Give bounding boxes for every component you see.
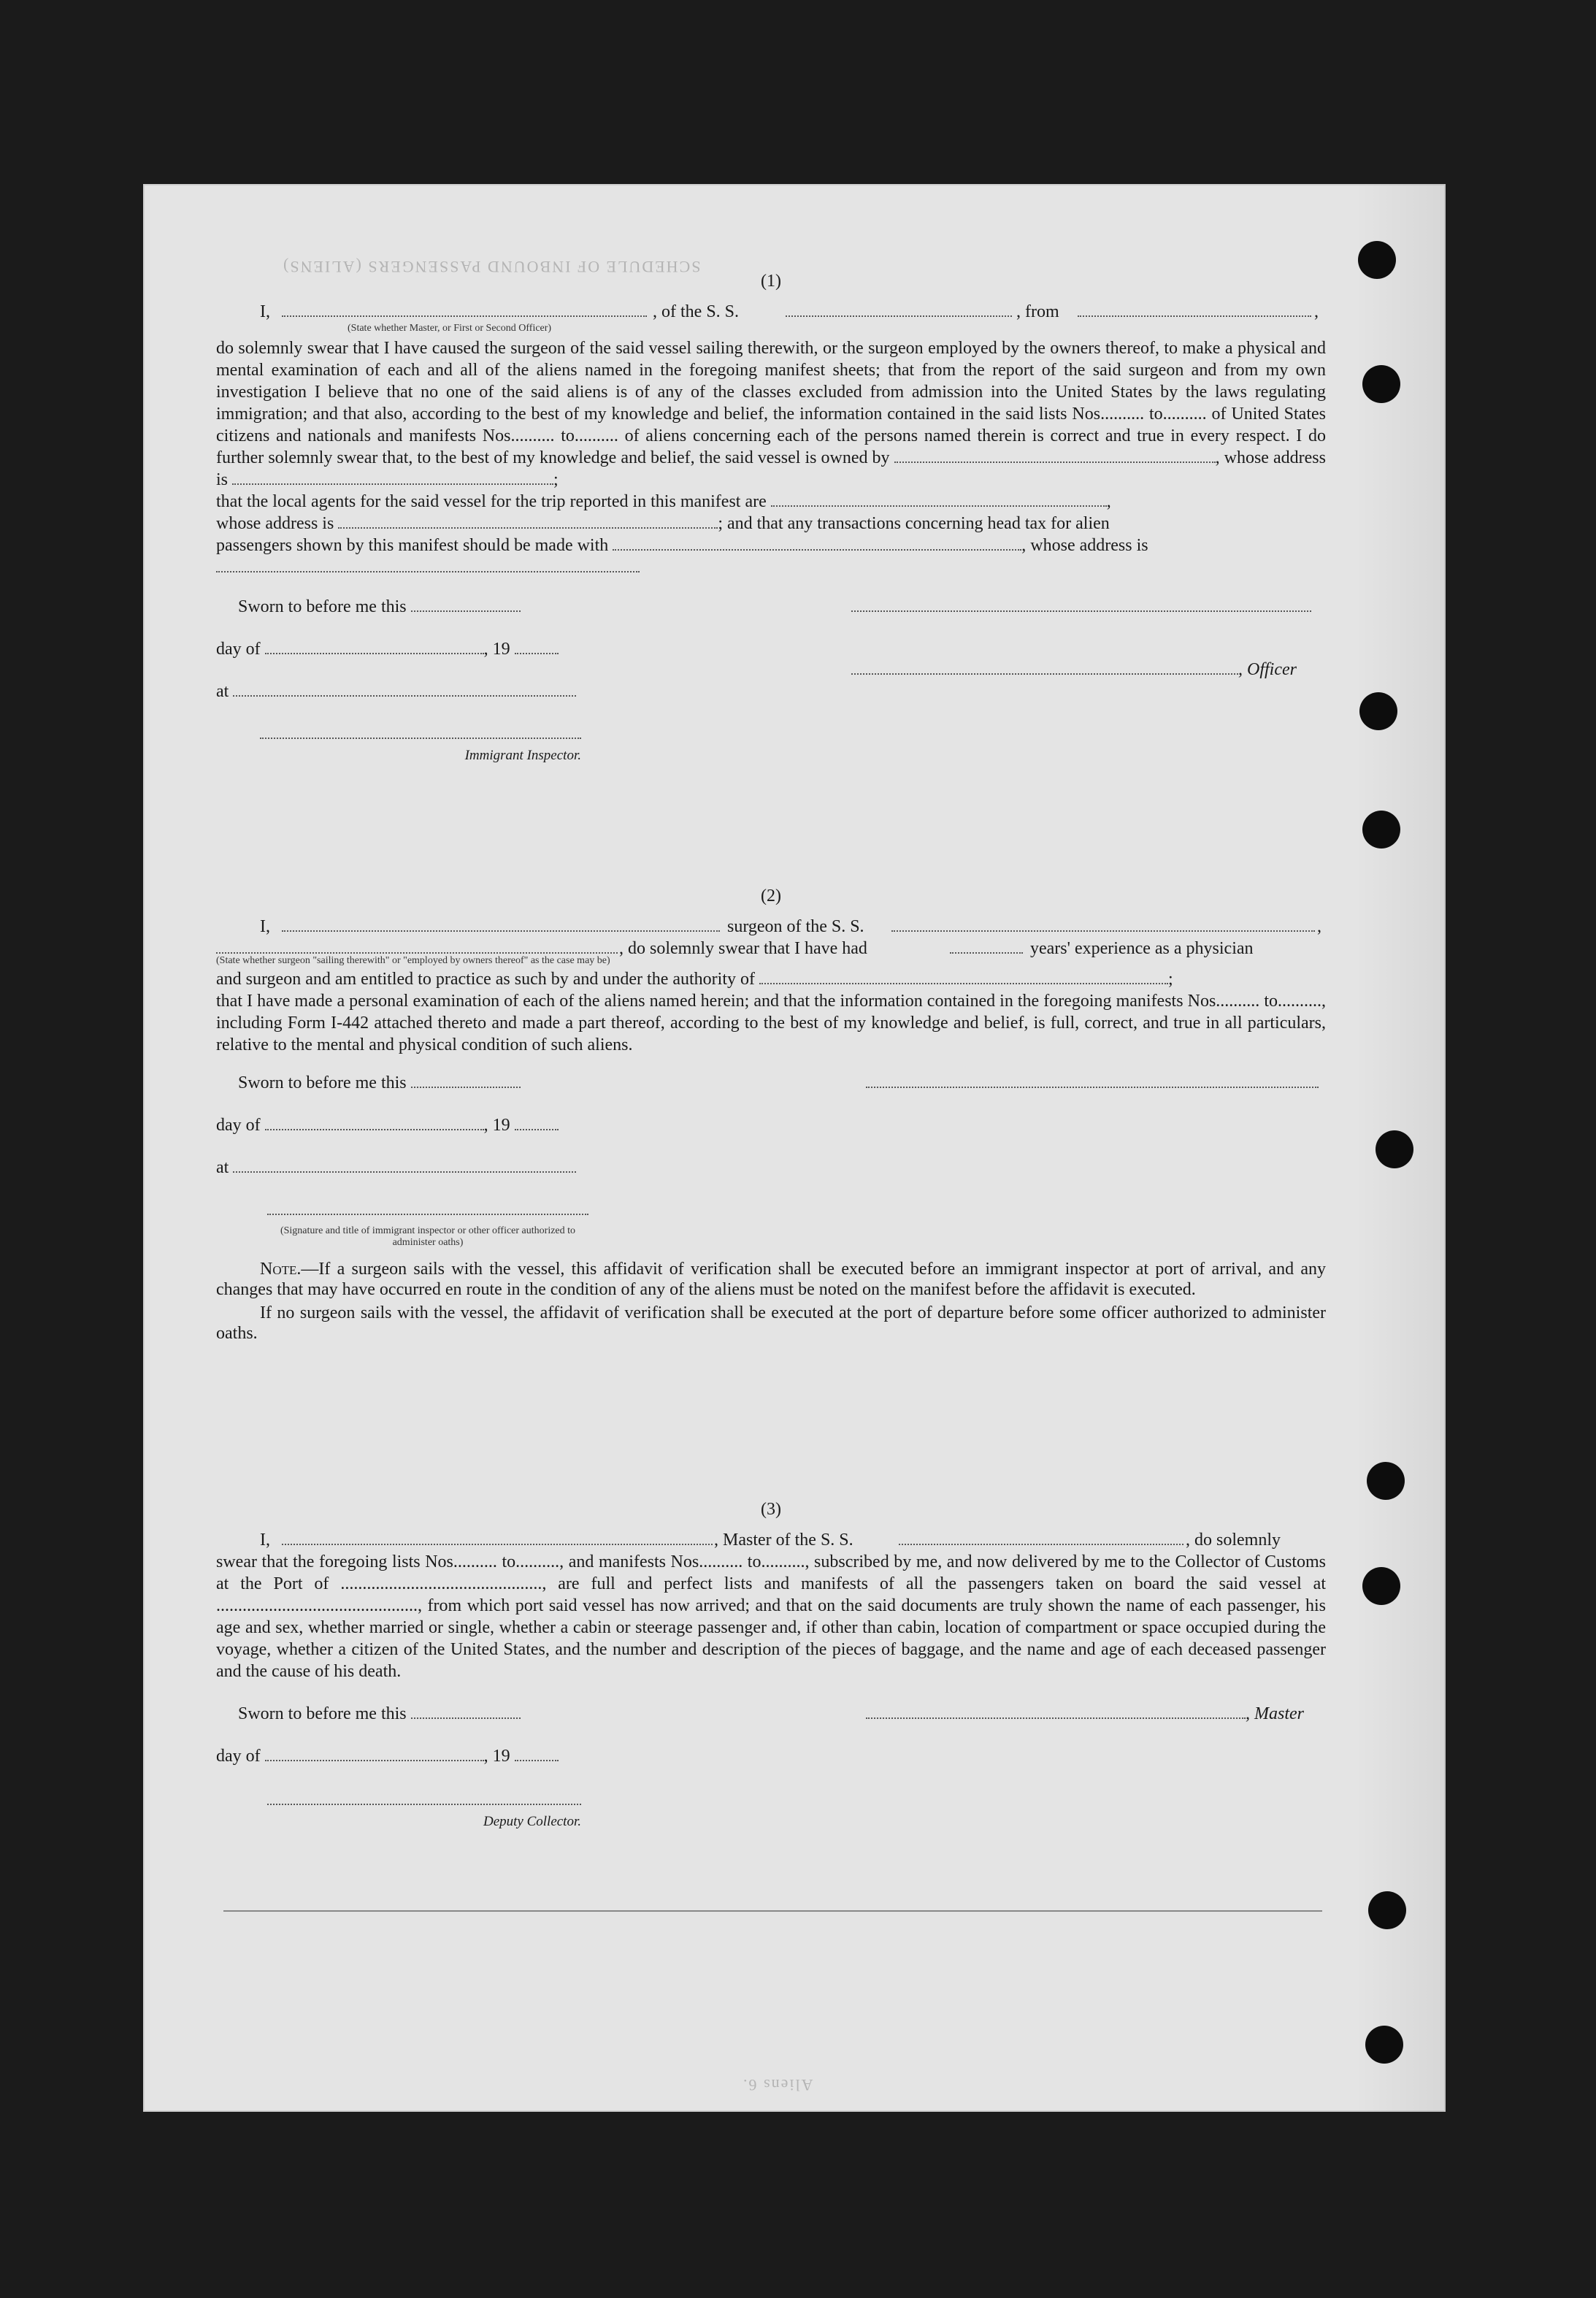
master-label: , Master [1246,1704,1304,1723]
binder-hole [1368,1891,1406,1929]
year-field[interactable] [515,1114,559,1130]
from-label: , from [1016,302,1059,321]
state-hint: (State whether surgeon "sailing therewith" or "employed by owners thereof" as the case may be) [216,955,610,966]
bleed-through-footer: Aliens 6. [742,2076,813,2094]
sworn-label: Sworn to before me this [238,1073,407,1092]
exam-body: that I have made a personal examination of each of the aliens named herein; and that the information contained in the foregoing manifests Nos.......... to.........., including Form I-442 attached thereto and made a part thereof, according to the best of my knowledge and belief, is full, correct, and true in all particulars, relative to the mental and physical condition of such aliens. [216,992,1326,1054]
inspector-signature-field[interactable] [267,1199,588,1215]
master-signature-field[interactable] [866,1703,1246,1719]
surgeon-signature-field[interactable] [866,1072,1319,1088]
surgeon-name-field[interactable] [282,916,720,932]
at-label: at [216,1158,229,1177]
sworn-day-field[interactable] [411,1703,521,1719]
officer-label: , Officer [1238,660,1297,679]
year-field[interactable] [515,638,559,654]
i-label: I, [260,302,270,321]
place-field[interactable] [233,681,576,697]
authority-label: and surgeon and am entitled to practice as such by and under the authority of [216,970,755,989]
sworn-day-field[interactable] [411,596,521,612]
month-field[interactable] [265,1745,484,1761]
note-label: Note. [260,1260,302,1279]
head-tax-line: whose address is ; and that any transactions concerning head tax for alien [216,514,1110,533]
binder-hole [1365,2026,1403,2064]
section-1: (1) I, , of the S. S. , from , (State whether Master, or First or Second Officer) do solemnly swear that I have caused the surgeon of the said vessel sailing therewith, or the surgeon employed by the owners thereof, to make a physical and mental examination of each and all of the aliens named in the foregoing manifest sheets; that from the report of the said surgeon and from my own investigation I believe that no one of the said aliens is of any of the classes excluded from admission into the United States by the laws regulating immigration; and that also, according to the best of my knowledge and belief, the information contained in the said lists Nos.......... to.......... of United States citizens and nationals and manifests Nos.......... to.......... of aliens concerning each of the persons named therein is correct and true in every respect. I do further solemnly swear that, to the best of my knowledge and belief, the said vessel is owned by , whose address is ; that the local agents for the said vessel for the trip reported in this manifest are , whose address is ; and that any transactions concerning head tax for alien passengers shown by this manifest should be made with , whose address is Sworn to before me this day of , 19 , Officer at Immigrant Inspector. [216,270,1326,771]
passengers-line: passengers shown by this manifest should be made with , whose address is [216,536,1148,555]
binder-hole [1358,241,1396,279]
manifest-page [143,184,1446,2112]
master-of-label: , Master of the S. S. [714,1531,853,1550]
deputy-signature-field[interactable] [267,1789,581,1805]
bottom-rule [223,1910,1322,1912]
vessel-name-field[interactable] [899,1529,1183,1545]
binder-hole [1362,365,1400,403]
note-paragraph-2: If no surgeon sails with the vessel, the affidavit of verification shall be executed at the port of departure before some officer authorized to administer oaths. [216,1303,1326,1343]
years-field[interactable] [950,938,1023,954]
sworn-block-1: Sworn to before me this day of , 19 , Officer at Immigrant Inspector. [216,596,1326,771]
day-of-label: day of [216,1747,261,1766]
state-hint: (State whether Master, or First or Second Officer) [348,323,552,334]
binder-hole [1359,692,1397,730]
authority-field[interactable] [759,968,1168,984]
master-oath-body: swear that the foregoing lists Nos.......... to.........., and manifests Nos.......... to.........., subscribed by me, and now delivered by me to the Collector of Customs at the Port of .............................................., are full and perfect lists and manifests of all the passengers taken on board the said vessel at .............................................., from which port said vessel has now arrived; and that on the said documents are truly shown the name of each passenger, his age and sex, whether married or single, whether a cabin or steerage passenger and, if other than cabin, location of compartment or space occupied during the voyage, whether a citizen of the United States, and the number and description of the pieces of baggage, and the name and age of each deceased passenger and the cause of his death. [216,1552,1326,1681]
at-label: at [216,682,229,701]
binder-hole [1362,811,1400,849]
local-agents-line: that the local agents for the said vessel for the trip reported in this manifest are , [216,492,1111,511]
place-field[interactable] [233,1157,576,1173]
month-field[interactable] [265,1114,484,1130]
head-tax-address-field[interactable] [216,556,640,572]
do-solemnly-label: , do solemnly [1186,1531,1281,1550]
section-number: (2) [761,886,781,905]
do-solemnly-label: , do solemnly swear that I have had [619,939,867,958]
inspector-label: Immigrant Inspector. [464,748,581,763]
surgeon-status-field[interactable] [216,938,618,954]
vessel-name-field[interactable] [786,301,1012,317]
officer-title-field[interactable] [851,659,1238,675]
local-agents-field[interactable] [771,491,1107,507]
binder-hole [1362,1567,1400,1605]
inspector-signature-field[interactable] [260,723,581,739]
master-name-field[interactable] [282,1529,713,1545]
binder-hole [1367,1462,1405,1500]
sworn-label: Sworn to before me this [238,1704,407,1723]
sworn-block-3: Sworn to before me this , Master day of , 19 Deputy Collector. [216,1703,1326,1834]
of-ss-label: , of the S. S. [653,302,740,321]
section-3 [216,1498,1326,1834]
i-label: I, [260,1531,270,1550]
oath-body: do solemnly swear that I have caused the surgeon of the said vessel sailing therewith, or the surgeon employed by the owners thereof, to make a physical and mental examination of each and all of the aliens named in the foregoing manifest sheets; that from the report of the said surgeon and from my own investigation I believe that no one of the said aliens is of any of the classes excluded from admission into the United States by the laws regulating immigration; and that also, according to the best of my knowledge and belief, the information contained in the said lists Nos.......... to.......... of United States citizens and nationals and manifests Nos.......... to.......... of aliens concerning each of the persons named therein is correct and true in every respect. I do further solemnly swear that, to the best of my knowledge and belief, the said vessel is owned by , whose address is ; [216,339,1326,489]
month-field[interactable] [265,638,484,654]
years-label: years' experience as a physician [1030,939,1254,958]
from-port-field[interactable] [1078,301,1311,317]
vessel-name-field[interactable] [891,916,1315,932]
binder-hole [1376,1130,1413,1168]
year-field[interactable] [515,1745,559,1761]
officer-signature-field[interactable] [851,596,1311,612]
day-of-label: day of [216,640,261,659]
section-number: (3) [761,1500,781,1519]
sworn-day-field[interactable] [411,1072,521,1088]
note-paragraph: Note.—If a surgeon sails with the vessel, this affidavit of verification shall be executed before an immigrant inspector at port of arrival, and any changes that may have occurred en route in the condition of any of the aliens must be noted on the manifest before the affidavit is executed. [216,1260,1326,1299]
bleed-through-text: SCHEDULE OF INBOUND PASSENGERS (ALIENS) [282,258,701,276]
day-of-label: day of [216,1116,261,1135]
officer-name-field[interactable] [282,301,647,317]
signature-hint: (Signature and title of immigrant inspector or other officer authorized to administer oaths) [280,1225,576,1248]
i-label: I, [260,917,270,936]
sworn-label: Sworn to before me this [238,597,407,616]
section-number: (1) [761,272,781,291]
agents-address-field[interactable] [338,513,718,529]
surgeon-of-label: surgeon of the S. S. [727,917,864,936]
section-2: (2) I, surgeon of the S. S. , , do solemnly swear that I have had years' experience as a physician (State whether surgeon "sailing therewith" or "employed by owners thereof" as the case may be) and surgeon and am entitled to practice as such by and under the authority of ; that I have made a personal examination of each of the aliens named herein; and that the information contained in the foregoing manifests Nos.......... to.........., including Form I-442 attached thereto and made a part thereof, according to the best of my knowledge and belief, is full, correct, and true in all particulars, relative to the mental and physical condition of such aliens. Sworn to before me this day of , 19 at (Signature and title of immigrant inspector or other officer authorized to administer oaths) Note.—If a surgeon sails with the vessel, this affidavit of verification shall be executed before an immigrant inspector at port of arrival, and any changes that may have occurred en route in the condition of any of the aliens must be noted on the manifest before the affidavit is executed. If no surgeon sails with the vessel, the affidavit of verification shall be executed at the port of departure before some officer authorized to administer oaths. [216,886,1326,1343]
head-tax-contact-field[interactable] [613,535,1021,551]
owner-address-field[interactable] [232,469,553,485]
sworn-block-2: Sworn to before me this day of , 19 at [216,1072,1326,1225]
owner-field[interactable] [894,447,1216,463]
deputy-label: Deputy Collector. [483,1814,581,1829]
